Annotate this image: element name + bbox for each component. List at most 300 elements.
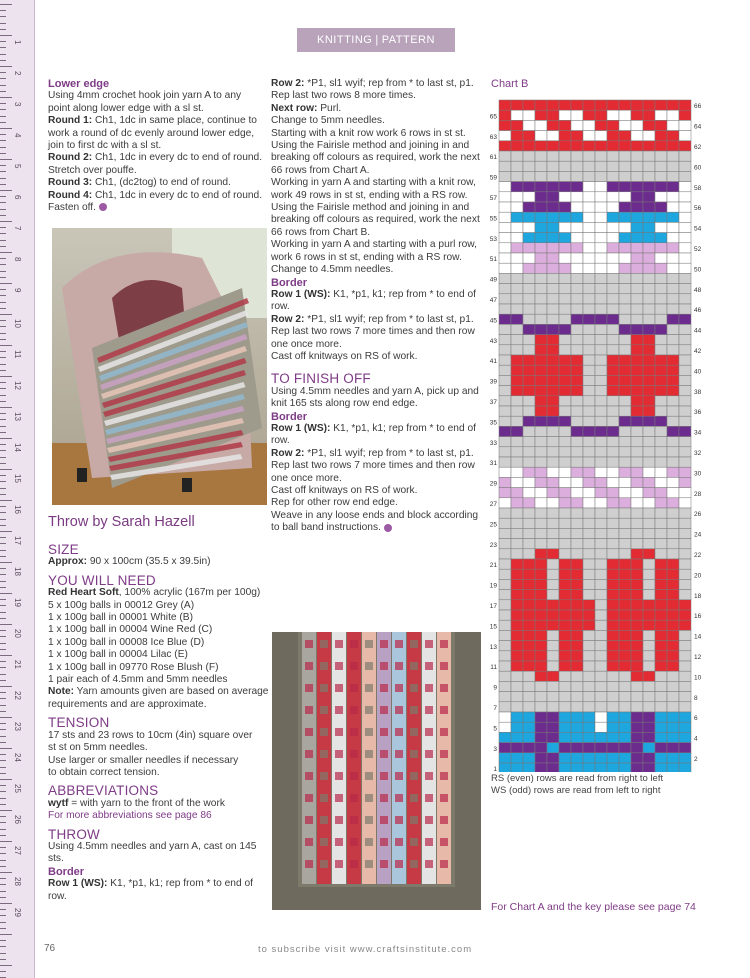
chart-axis-label: 57 [489, 194, 497, 202]
chart-cell [535, 222, 547, 232]
chart-cell [511, 294, 523, 304]
chart-cell [667, 498, 679, 508]
chart-cell [655, 600, 667, 610]
chart-cell [631, 559, 643, 569]
chart-cell [511, 284, 523, 294]
chart-cell [583, 120, 595, 130]
finish-line: Rep for other row end edge. [271, 497, 398, 509]
chart-cell [559, 508, 571, 518]
fasten-off-text: Fasten off. [48, 202, 96, 214]
chart-cell [499, 753, 511, 763]
chart-cell [571, 100, 583, 110]
throw-line: Using 4.5mm needles and yarn A, cast on 145 sts. [48, 840, 257, 865]
chart-cell [679, 243, 691, 253]
chart-cell [655, 681, 667, 691]
chart-cell [511, 722, 523, 732]
chart-cell [631, 753, 643, 763]
chart-cell [535, 763, 547, 772]
chart-cell [511, 100, 523, 110]
chart-cell [511, 753, 523, 763]
chart-cell [679, 406, 691, 416]
abbrev-more-link[interactable]: For more abbreviations see page 86 [48, 810, 212, 822]
chart-cell [559, 579, 571, 589]
chart-cell [523, 651, 535, 661]
chart-cell [571, 518, 583, 528]
chart-cell [607, 437, 619, 447]
chart-cell [559, 743, 571, 753]
chart-cell [619, 141, 631, 151]
chart-cell [643, 528, 655, 538]
chart-cell [643, 702, 655, 712]
chart-cell [547, 120, 559, 130]
chart-cell [667, 182, 679, 192]
chart-cell [619, 651, 631, 661]
chart-cell [511, 457, 523, 467]
lower-edge-line: Using 4mm crochet hook join yarn A to any [48, 90, 242, 102]
chart-cell [571, 131, 583, 141]
body-line: Using the Fairisle method and joining in and [271, 140, 470, 152]
chart-cell [655, 212, 667, 222]
chart-cell [571, 753, 583, 763]
chart-cell [535, 508, 547, 518]
chart-cell [535, 212, 547, 222]
chart-cell [667, 518, 679, 528]
chart-cell [571, 590, 583, 600]
abbreviations-heading: ABBREVIATIONS [48, 783, 159, 799]
chart-cell [667, 753, 679, 763]
chart-axis-label: 65 [489, 113, 497, 121]
chart-cell [535, 743, 547, 753]
chart-cell [499, 763, 511, 772]
chart-cell [523, 600, 535, 610]
chart-cell [511, 528, 523, 538]
chart-cell [655, 437, 667, 447]
page-number: 76 [44, 943, 56, 954]
chart-cell [655, 702, 667, 712]
chart-cell [631, 518, 643, 528]
chart-cell [583, 753, 595, 763]
chart-cell [679, 345, 691, 355]
chart-cell [595, 528, 607, 538]
chart-cell [619, 100, 631, 110]
chart-cell [655, 171, 667, 181]
chart-cell [655, 743, 667, 753]
chart-cell [523, 284, 535, 294]
chart-cell [547, 100, 559, 110]
chart-cell [559, 222, 571, 232]
chart-cell [595, 294, 607, 304]
chart-cell [523, 426, 535, 436]
chart-cell [643, 671, 655, 681]
chart-cell [583, 212, 595, 222]
chart-cell [535, 437, 547, 447]
chart-cell [559, 406, 571, 416]
chart-cell [583, 416, 595, 426]
chart-cell [667, 294, 679, 304]
chart-cell [511, 641, 523, 651]
chart-cell [523, 528, 535, 538]
chart-cell [583, 171, 595, 181]
chart-cell [511, 141, 523, 151]
chart-cell [511, 355, 523, 365]
chart-cell [679, 324, 691, 334]
chart-cell [607, 253, 619, 263]
chart-cell [595, 335, 607, 345]
chart-cell [547, 641, 559, 651]
chart-cell [535, 202, 547, 212]
chart-cell [583, 610, 595, 620]
chart-cell [595, 141, 607, 151]
chart-cell [535, 559, 547, 569]
chart-cell [631, 641, 643, 651]
chart-cell [547, 355, 559, 365]
chart-reference-link[interactable]: For Chart A and the key please see page 74 [491, 901, 696, 913]
chart-cell [643, 284, 655, 294]
lower-edge-heading: Lower edge [48, 78, 110, 90]
chart-cell [607, 202, 619, 212]
chart-cell [511, 151, 523, 161]
chart-cell [559, 110, 571, 120]
chart-cell [547, 141, 559, 151]
chart-cell [559, 467, 571, 477]
chart-cell [643, 202, 655, 212]
chart-cell [535, 610, 547, 620]
chart-cell [499, 590, 511, 600]
chart-cell [655, 447, 667, 457]
chart-cell [679, 498, 691, 508]
chart-cell [595, 661, 607, 671]
chart-cell [643, 426, 655, 436]
chart-cell [511, 508, 523, 518]
chart-cell [595, 743, 607, 753]
chart-axis-label: 18 [694, 592, 702, 600]
chart-cell [595, 753, 607, 763]
chart-cell [655, 549, 667, 559]
chart-cell [523, 294, 535, 304]
chart-cell [679, 610, 691, 620]
chart-cell [535, 314, 547, 324]
chart-cell [547, 671, 559, 681]
chart-cell [571, 365, 583, 375]
chart-cell [523, 222, 535, 232]
chart-cell [607, 426, 619, 436]
chart-cell [595, 692, 607, 702]
chart-cell [523, 171, 535, 181]
chart-axis-label: 47 [489, 296, 497, 304]
finish-line: Using 4.5mm needles and yarn A, pick up and [271, 385, 479, 397]
chart-cell [595, 233, 607, 243]
chart-cell [607, 467, 619, 477]
chart-cell [583, 732, 595, 742]
chart-cell [583, 294, 595, 304]
chart-cell [535, 406, 547, 416]
chart-cell [607, 630, 619, 640]
chart-cell [535, 386, 547, 396]
chart-cell [571, 314, 583, 324]
chart-cell [667, 641, 679, 651]
chart-cell [679, 171, 691, 181]
chart-cell [511, 559, 523, 569]
chart-cell [583, 396, 595, 406]
chart-cell [655, 192, 667, 202]
chart-cell [655, 273, 667, 283]
chart-cell [631, 743, 643, 753]
chart-cell [595, 355, 607, 365]
chart-cell [595, 222, 607, 232]
chart-cell [607, 386, 619, 396]
material-line: 1 pair each of 4.5mm and 5mm needles [48, 674, 228, 686]
chart-cell [631, 365, 643, 375]
round-label: Round 4: [48, 189, 93, 201]
chart-cell [583, 692, 595, 702]
chart-cell [559, 600, 571, 610]
chart-cell [643, 539, 655, 549]
chart-cell [679, 641, 691, 651]
chart-cell [547, 314, 559, 324]
chart-cell [595, 732, 607, 742]
chart-cell [667, 600, 679, 610]
chart-cell [547, 437, 559, 447]
chart-cell [559, 355, 571, 365]
chart-cell [535, 304, 547, 314]
chart-cell [547, 743, 559, 753]
chart-cell [523, 579, 535, 589]
chart-cell [511, 651, 523, 661]
chart-cell [643, 467, 655, 477]
chart-cell [679, 253, 691, 263]
chart-cell [523, 151, 535, 161]
chart-cell [523, 518, 535, 528]
chart-cell [679, 763, 691, 772]
chart-axis-label: 59 [489, 174, 497, 182]
chart-cell [523, 498, 535, 508]
chart-cell [619, 253, 631, 263]
chart-cell [547, 539, 559, 549]
chart-cell [571, 263, 583, 273]
chart-cell [571, 345, 583, 355]
chart-cell [499, 120, 511, 130]
chart-cell [535, 233, 547, 243]
chart-cell [523, 692, 535, 702]
chart-cell [679, 131, 691, 141]
chart-cell [535, 253, 547, 263]
chart-cell [511, 202, 523, 212]
chart-cell [667, 212, 679, 222]
chart-cell [631, 202, 643, 212]
chart-cell [571, 212, 583, 222]
chart-cell [679, 335, 691, 345]
chart-cell [535, 324, 547, 334]
chart-axis-label: 40 [694, 368, 702, 376]
chart-cell [535, 732, 547, 742]
chart-cell [511, 253, 523, 263]
chart-cell [523, 304, 535, 314]
chart-cell [523, 273, 535, 283]
chart-cell [619, 579, 631, 589]
chart-cell [547, 467, 559, 477]
chart-cell [643, 192, 655, 202]
chart-cell [607, 222, 619, 232]
chart-cell [679, 365, 691, 375]
chart-cell [643, 406, 655, 416]
chart-cell [523, 763, 535, 772]
chart-cell [667, 304, 679, 314]
chart-cell [583, 671, 595, 681]
chart-cell [607, 743, 619, 753]
chart-cell [607, 182, 619, 192]
chart-axis-label: 36 [694, 409, 702, 417]
chart-cell [643, 437, 655, 447]
chart-cell [679, 600, 691, 610]
chart-cell [583, 324, 595, 334]
chart-cell [667, 345, 679, 355]
chart-cell [619, 712, 631, 722]
chart-cell [667, 477, 679, 487]
chart-cell [631, 549, 643, 559]
repeat-line: Rep last two rows 7 more times and then row [271, 326, 475, 338]
chart-cell [619, 324, 631, 334]
chart-cell [655, 671, 667, 681]
chart-cell [523, 386, 535, 396]
chart-cell [643, 365, 655, 375]
chart-cell [595, 600, 607, 610]
chart-cell [535, 620, 547, 630]
subscribe-footer[interactable]: to subscribe visit www.craftsinstitute.com [258, 944, 473, 955]
chart-cell [679, 661, 691, 671]
chart-cell [523, 355, 535, 365]
body-line: Using the Fairisle method and joining in and [271, 202, 470, 214]
chart-cell [571, 651, 583, 661]
chart-cell [607, 294, 619, 304]
chart-cell [655, 375, 667, 385]
chart-cell [643, 396, 655, 406]
chart-cell [631, 396, 643, 406]
chart-cell [619, 630, 631, 640]
chart-cell [667, 416, 679, 426]
chart-cell [679, 671, 691, 681]
chart-cell [535, 692, 547, 702]
chart-cell [547, 212, 559, 222]
chart-cell [679, 467, 691, 477]
chart-cell [655, 243, 667, 253]
chart-cell [583, 386, 595, 396]
chart-cell [595, 763, 607, 772]
chart-cell [607, 161, 619, 171]
chart-cell [595, 131, 607, 141]
chart-cell [595, 386, 607, 396]
border-heading: Border [271, 410, 308, 423]
chart-cell [571, 222, 583, 232]
chart-cell [523, 559, 535, 569]
chart-cell [631, 141, 643, 151]
chart-cell [631, 590, 643, 600]
chart-cell [499, 284, 511, 294]
chart-axis-label: 60 [694, 164, 702, 172]
chart-axis-label: 16 [694, 613, 702, 621]
chart-cell [655, 559, 667, 569]
chart-cell [655, 406, 667, 416]
chart-cell [607, 100, 619, 110]
chart-cell [583, 284, 595, 294]
chart-cell [619, 222, 631, 232]
chart-cell [631, 386, 643, 396]
chart-cell [667, 273, 679, 283]
chart-cell [583, 763, 595, 772]
chart-cell [571, 732, 583, 742]
chart-cell [631, 120, 643, 130]
chart-cell [595, 324, 607, 334]
chart-cell [559, 457, 571, 467]
section-header: KNITTING | PATTERN INSTRUCTIONS [297, 28, 455, 52]
chart-cell [619, 202, 631, 212]
chart-cell [583, 702, 595, 712]
chart-cell [595, 498, 607, 508]
chart-cell [607, 600, 619, 610]
chart-cell [523, 753, 535, 763]
chart-cell [499, 335, 511, 345]
chart-cell [667, 508, 679, 518]
chart-cell [619, 273, 631, 283]
size-label: Approx: [48, 556, 88, 568]
page-ruler: 1 2 3 4 5 6 7 8 9 10 11 12 13 14 15 16 17 18 19 20 21 22 23 24 25 26 27 28 29 [0, 0, 35, 978]
chart-cell [667, 375, 679, 385]
chart-cell [619, 131, 631, 141]
chart-cell [511, 763, 523, 772]
chart-cell [535, 243, 547, 253]
chart-cell [607, 549, 619, 559]
chart-cell [655, 396, 667, 406]
material-line: 5 x 100g balls in 00012 Grey (A) [48, 599, 195, 611]
chart-cell [643, 294, 655, 304]
chart-cell [595, 702, 607, 712]
chart-cell [571, 549, 583, 559]
chart-cell [547, 386, 559, 396]
chart-cell [667, 630, 679, 640]
row-label: Row 1 (WS): [48, 878, 108, 890]
photo-caption: Throw by Sarah Hazell [48, 514, 195, 530]
chart-cell [511, 498, 523, 508]
chart-cell [547, 590, 559, 600]
chart-cell [535, 661, 547, 671]
tension-line: to obtain correct tension. [48, 766, 160, 778]
chart-cell [607, 141, 619, 151]
chart-cell [511, 426, 523, 436]
chart-cell [631, 702, 643, 712]
chart-cell [511, 375, 523, 385]
chart-cell [595, 437, 607, 447]
chart-cell [583, 222, 595, 232]
chart-cell [583, 508, 595, 518]
chart-cell [667, 712, 679, 722]
row-label: Row 2: [271, 78, 305, 89]
chart-cell [583, 722, 595, 732]
chart-cell [619, 600, 631, 610]
chart-cell [571, 610, 583, 620]
chart-cell [583, 253, 595, 263]
chart-cell [679, 477, 691, 487]
chart-cell [607, 447, 619, 457]
chart-cell [607, 488, 619, 498]
repeat-line: Cast off knitways on RS of work. [271, 350, 418, 362]
chart-cell [523, 314, 535, 324]
chart-cell [499, 692, 511, 702]
chart-cell [571, 477, 583, 487]
chart-cell [535, 110, 547, 120]
chart-cell [619, 518, 631, 528]
chart-cell [679, 355, 691, 365]
chart-cell [547, 508, 559, 518]
chart-cell [583, 539, 595, 549]
